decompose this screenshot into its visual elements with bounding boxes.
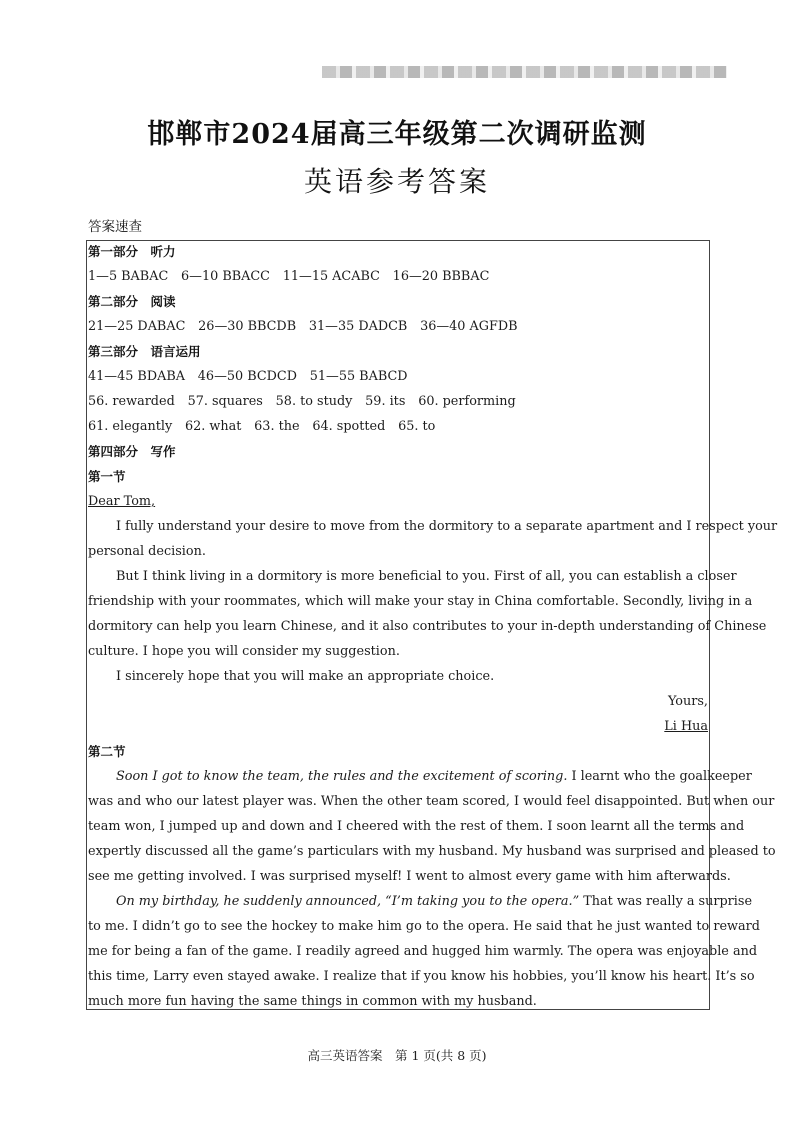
letter-greeting: Dear Tom, — [88, 494, 156, 509]
language-answers-1: 41—45 BDABA 46—50 BCDCD 51—55 BABCD — [88, 369, 408, 384]
story-line: see me getting involved. I was surprised myself! I went to almost every game with him afterwards. — [88, 869, 731, 884]
story-line: team won, I jumped up and down and I cheered with the rest of them. I soon learnt all the terms and — [88, 819, 745, 834]
story-lead-italic: On my birthday, he suddenly announced, “I’m taking you to the opera.” — [116, 894, 580, 909]
letter-line: I sincerely hope that you will make an appropriate choice. — [116, 669, 495, 684]
story-line: me for being a fan of the game. I readily agreed and hugged him warmly. The opera was enjoyable and — [88, 944, 758, 959]
writing-heading: 第四部分 写作 — [88, 444, 176, 459]
quick-answer-label: 答案速查 — [88, 219, 142, 235]
reading-answers: 21—25 DABAC 26—30 BBCDB 31—35 DADCB 36—40 AGFDB — [88, 319, 518, 334]
story-line: to me. I didn’t go to see the hockey to make him go to the opera. He said that he just wanted to reward — [88, 919, 760, 934]
reading-heading: 第二部分 阅读 — [88, 294, 176, 309]
letter-closing: Yours, — [667, 694, 708, 709]
letter-line: personal decision. — [88, 544, 206, 559]
story-lead-italic: Soon I got to know the team, the rules and the excitement of scoring. — [116, 769, 568, 784]
story-line-rest: I learnt who the goalkeeper — [567, 769, 752, 784]
letter-line: I fully understand your desire to move from the dormitory to a separate apartment and I respect your — [116, 519, 778, 534]
section2-heading: 第二节 — [88, 744, 126, 759]
story-line — [116, 894, 753, 910]
page-subtitle: 英语参考答案 — [303, 165, 490, 198]
listening-heading: 第一部分 听力 — [88, 244, 176, 259]
letter-line: friendship with your roommates, which will make your stay in China comfortable. Secondly, living in a — [88, 594, 753, 609]
section1-heading: 第一节 — [88, 469, 126, 484]
page-footer: 高三英语答案 第 1 页(共 8 页) — [307, 1048, 487, 1063]
top-scan-band — [322, 66, 727, 78]
page-title: 邯郸市2024届高三年级第二次调研监测 — [147, 119, 647, 150]
letter-line: dormitory can help you learn Chinese, and it also contributes to your in-depth understanding of Chinese — [88, 619, 767, 634]
story-line: expertly discussed all the game’s particulars with my husband. My husband was surprised and pleased to — [88, 844, 776, 859]
story-line-rest: That was really a surprise — [579, 894, 753, 909]
story-line: was and who our latest player was. When the other team scored, I would feel disappointed. But when our — [88, 794, 775, 809]
language-answers-3: 61. elegantly 62. what 63. the 64. spotted 65. to — [88, 419, 436, 434]
language-answers-2: 56. rewarded 57. squares 58. to study 59. its 60. performing — [88, 394, 516, 409]
listening-answers: 1—5 BABAC 6—10 BBACC 11—15 ACABC 16—20 BBBAC — [88, 269, 490, 284]
language-heading: 第三部分 语言运用 — [88, 344, 201, 359]
letter-signature: Li Hua — [664, 719, 708, 734]
story-line: much more fun having the same things in common with my husband. — [88, 994, 537, 1009]
story-line — [116, 769, 752, 785]
letter-line: culture. I hope you will consider my suggestion. — [88, 644, 400, 659]
letter-line: But I think living in a dormitory is more beneficial to you. First of all, you can establish a closer — [116, 569, 737, 584]
story-line: this time, Larry even stayed awake. I realize that if you know his hobbies, you’ll know his heart. It’s so — [88, 969, 755, 984]
